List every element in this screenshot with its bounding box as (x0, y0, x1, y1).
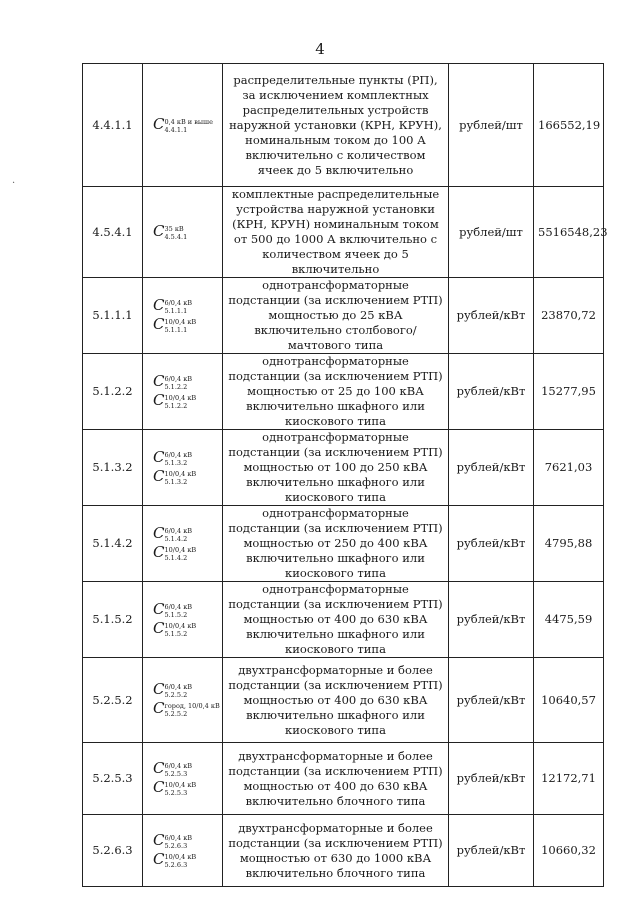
margin-mark: · (12, 178, 16, 189)
value-cell: 15277,95 (534, 354, 604, 430)
unit-cell: рублей/кВт (449, 354, 534, 430)
rate-symbol-cell (143, 743, 223, 815)
rate-symbol-cell (143, 64, 223, 187)
row-number: 5.2.6.3 (83, 815, 143, 887)
unit-cell: рублей/кВт (449, 658, 534, 743)
rate-symbol: C 6/0,4 кВ 5.2.5.3 (153, 758, 193, 778)
unit-cell: рублей/шт (449, 187, 534, 278)
rate-symbol-cell (143, 506, 223, 582)
row-number: 5.1.2.2 (83, 354, 143, 430)
row-number: 4.4.1.1 (83, 64, 143, 187)
value-cell: 10660,32 (534, 815, 604, 887)
rate-symbol: C 6/0,4 кВ 5.1.2.2 (153, 371, 193, 391)
rate-symbol: C 10/0,4 кВ 5.1.1.1 (153, 314, 197, 334)
rate-symbol: C 10/0,4 кВ 5.1.4.2 (153, 542, 197, 562)
table-row (83, 582, 604, 658)
rate-symbol: C 10/0,4 кВ 5.2.5.3 (153, 777, 197, 797)
rate-symbol: C 10/0,4 кВ 5.1.3.2 (153, 466, 197, 486)
description-cell: двухтрансформаторные и более подстанции (за исключением РТП) мощностью от 400 до 630 кВА включительно блочного типа (223, 743, 449, 815)
rate-symbol: C 10/0,4 кВ 5.1.2.2 (153, 390, 197, 410)
rate-symbol: C 6/0,4 кВ 5.1.1.1 (153, 295, 193, 315)
row-number: 5.1.1.1 (83, 278, 143, 354)
unit-cell: рублей/кВт (449, 743, 534, 815)
value-cell: 166552,19 (534, 64, 604, 187)
table-row (83, 815, 604, 887)
table-row (83, 506, 604, 582)
rate-symbol-cell (143, 187, 223, 278)
description-cell: распределительные пункты (РП), за исключением комплектных распределительных устройств наружной установки (КРН, КРУН), номинальным током до 100 А включительно с количеством ячеек до 5 включительно (223, 64, 449, 187)
rate-symbol-cell (143, 430, 223, 506)
row-number: 4.5.4.1 (83, 187, 143, 278)
unit-cell: рублей/кВт (449, 430, 534, 506)
unit-cell: рублей/кВт (449, 278, 534, 354)
rate-symbol: C 10/0,4 кВ 5.1.5.2 (153, 618, 197, 638)
value-cell: 4475,59 (534, 582, 604, 658)
row-number: 5.2.5.2 (83, 658, 143, 743)
description-cell: однотрансформаторные подстанции (за исключением РТП) мощностью от 25 до 100 кВА включительно шкафного или киоскового типа (223, 354, 449, 430)
unit-cell: рублей/кВт (449, 506, 534, 582)
rate-symbol: C 10/0,4 кВ 5.2.6.3 (153, 849, 197, 869)
row-number: 5.1.3.2 (83, 430, 143, 506)
rate-symbol: C 6/0,4 кВ 5.2.5.2 (153, 680, 193, 699)
row-number: 5.1.5.2 (83, 582, 143, 658)
rate-symbol-cell (143, 278, 223, 354)
unit-cell: рублей/шт (449, 64, 534, 187)
unit-cell: рублей/кВт (449, 815, 534, 887)
rate-symbol: C 35 кВ 4.5.4.1 (153, 221, 188, 241)
table-row (83, 743, 604, 815)
value-cell: 4795,88 (534, 506, 604, 582)
value-cell: 23870,72 (534, 278, 604, 354)
description-cell: однотрансформаторные подстанции (за исключением РТП) мощностью от 400 до 630 кВА включительно шкафного или киоскового типа (223, 582, 449, 658)
description-cell: однотрансформаторные подстанции (за исключением РТП) мощностью от 100 до 250 кВА включительно шкафного или киоскового типа (223, 430, 449, 506)
table-row (83, 354, 604, 430)
description-cell: однотрансформаторные подстанции (за исключением РТП) мощностью до 25 кВА включительно столбового/мачтового типа (223, 278, 449, 354)
rate-symbol-cell (143, 815, 223, 887)
rate-symbol-cell (143, 582, 223, 658)
rate-symbol: C 6/0,4 кВ 5.1.4.2 (153, 523, 193, 543)
rate-symbol: C 6/0,4 кВ 5.1.3.2 (153, 447, 193, 467)
rate-symbol: C 0,4 кВ и выше 4.4.1.1 (153, 114, 213, 134)
rate-symbol-cell (143, 658, 223, 743)
rate-symbol: C 6/0,4 кВ 5.2.6.3 (153, 830, 193, 850)
table-row (83, 658, 604, 743)
description-cell: однотрансформаторные подстанции (за исключением РТП) мощностью от 250 до 400 кВА включительно шкафного или киоскового типа (223, 506, 449, 582)
table-row (83, 187, 604, 278)
unit-cell: рублей/кВт (449, 582, 534, 658)
table-row (83, 64, 604, 187)
rate-symbol: C город, 10/0,4 кВ 5.2.5.2 (153, 699, 220, 718)
value-cell: 12172,71 (534, 743, 604, 815)
description-cell: двухтрансформаторные и более подстанции (за исключением РТП) мощностью от 630 до 1000 кВА включительно блочного типа (223, 815, 449, 887)
description-cell: двухтрансформаторные и более подстанции (за исключением РТП) мощностью от 400 до 630 кВА включительно шкафного или киоскового типа (223, 658, 449, 743)
rate-symbol: C 6/0,4 кВ 5.1.5.2 (153, 599, 193, 619)
rates-table (82, 63, 608, 887)
table-row (83, 278, 604, 354)
row-number: 5.1.4.2 (83, 506, 143, 582)
rate-symbol-cell (143, 354, 223, 430)
table-row (83, 430, 604, 506)
row-number: 5.2.5.3 (83, 743, 143, 815)
value-cell: 10640,57 (534, 658, 604, 743)
value-cell: 5516548,23 (534, 187, 604, 278)
page-number: 4 (315, 40, 325, 58)
description-cell: комплектные распределительные устройства наружной установки (КРН, КРУН) номинальным током от 500 до 1000 А включительно с количеством ячеек до 5 включительно (223, 187, 449, 278)
value-cell: 7621,03 (534, 430, 604, 506)
